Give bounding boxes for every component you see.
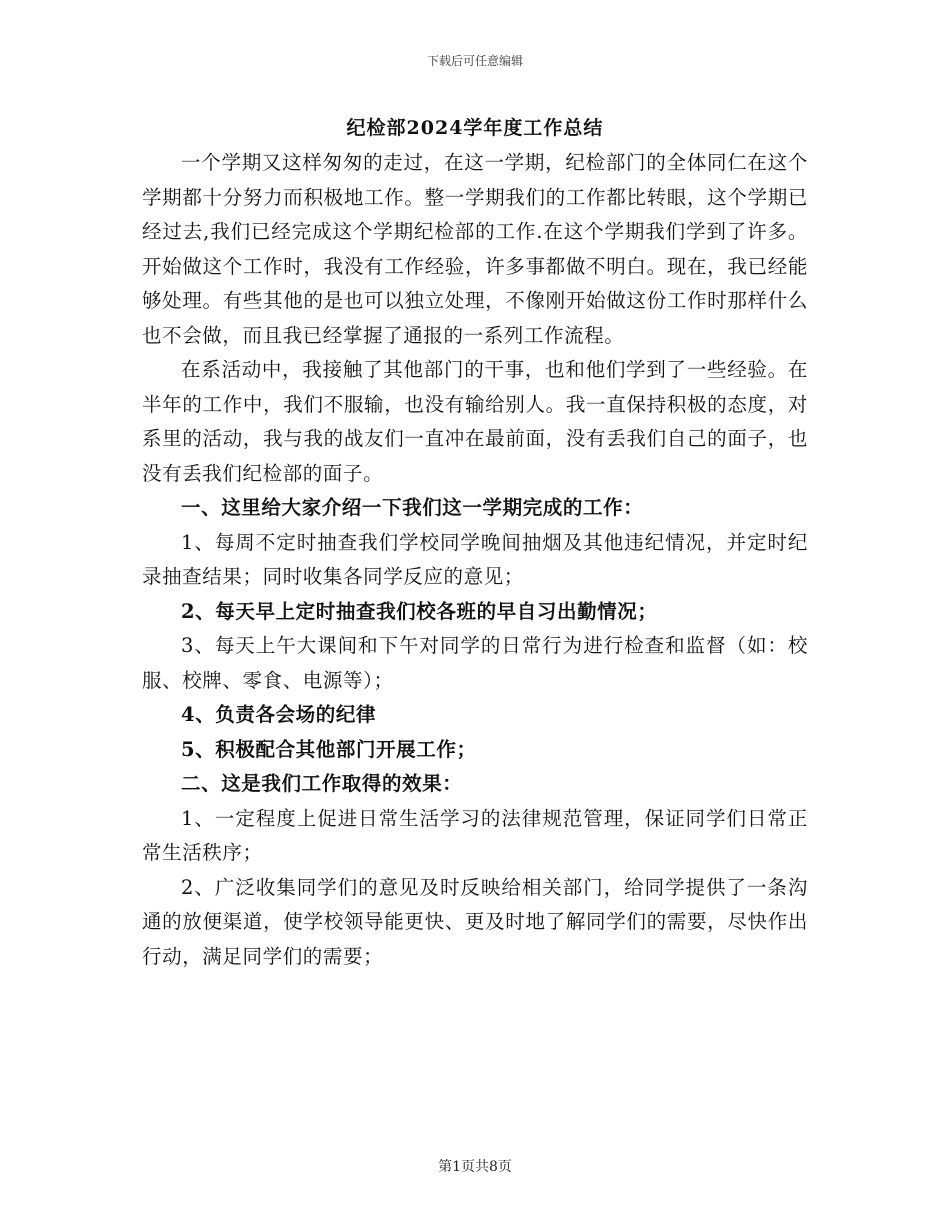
- work-item-2: 2、每天早上定时抽查我们校各班的早自习出勤情况；: [181, 599, 658, 623]
- page-header-note: 下载后可任意编辑: [426, 54, 523, 68]
- work-item-5: 5、积极配合其他部门开展工作；: [181, 737, 477, 761]
- result-item-1: 1、一定程度上促进日常生活学习的法律规范管理，保证同学们日常正常生活秩序；: [142, 806, 808, 864]
- experience-paragraph: 在系活动中，我接触了其他部门的干事，也和他们学到了一些经验。在半年的工作中，我们不服输，也没有输给别人。我一直保持积极的态度，对系里的活动，我与我的战友们一直冲在最前面，没有丢我们自己的面子，也没有丢我们纪检部的面子。: [142, 358, 808, 485]
- intro-paragraph: 一个学期又这样匆匆的走过，在这一学期，纪检部门的全体同仁在这个学期都十分努力而积极地工作。整一学期我们的工作都比转眼，这个学期已经过去,我们已经完成这个学期纪检部的工作.在这个学期我们学到了许多。开始做这个工作时，我没有工作经验，许多事都做不明白。现在，我已经能够处理。有些其他的是也可以独立处理，不像刚开始做这份工作时那样什么也不会做，而且我已经掌握了通报的一系列工作流程。: [142, 151, 808, 347]
- section-heading-work-done: 一、这里给大家介绍一下我们这一学期完成的工作：: [181, 496, 644, 519]
- result-item-2: 2、广泛收集同学们的意见及时反映给相关部门，给同学提供了一条沟通的放便渠道，使学校领导能更快、更及时地了解同学们的需要，尽快作出行动，满足同学们的需要；: [142, 875, 808, 968]
- document-body: [142, 146, 808, 974]
- work-item-3: 3、每天上午大课间和下午对同学的日常行为进行检查和监督（如：校服、校牌、零食、电源等）；: [142, 634, 808, 692]
- page-number: 第1页共8页: [438, 1159, 512, 1175]
- section-heading-results: 二、这是我们工作取得的效果：: [181, 772, 463, 795]
- work-item-4: 4、负责各会场的纪律: [181, 703, 377, 726]
- work-item-1: 1、每周不定时抽查我们学校同学晚间抽烟及其他违纪情况，并定时纪录抽查结果；同时收集各同学反应的意见；: [142, 530, 808, 588]
- document-title: 纪检部2024学年度工作总结: [346, 117, 604, 139]
